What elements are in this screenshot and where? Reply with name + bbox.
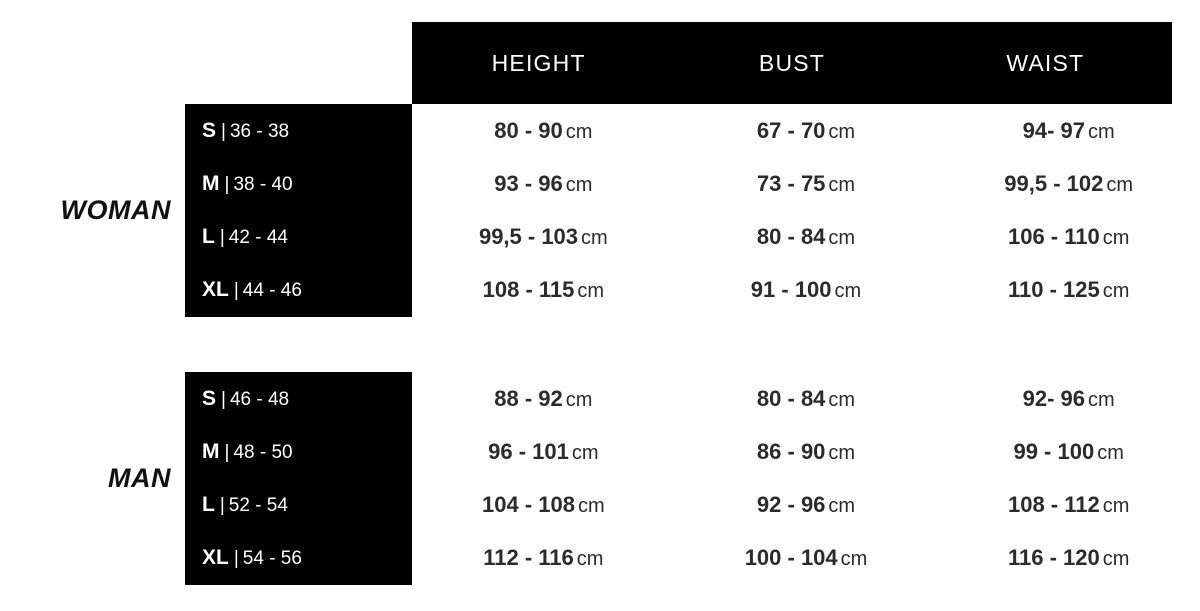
column-header-bust: BUST [758, 49, 826, 76]
column-header-waist: WAIST [1006, 49, 1085, 76]
height-cell [412, 492, 675, 518]
size-label: M [202, 171, 220, 195]
size-cell [185, 172, 412, 196]
size-divider: | [219, 227, 225, 249]
waist-value: 106 - 110 [1007, 224, 1100, 250]
size-cell [185, 440, 412, 464]
waist-value: 94- 97 [1022, 117, 1086, 143]
size-eu: 54 - 56 [242, 548, 302, 570]
bust-cell [675, 439, 938, 465]
height-value: 104 - 108 [482, 492, 575, 518]
height-value: 93 - 96 [494, 170, 563, 196]
table-row [185, 211, 1200, 264]
bust-cell [675, 224, 938, 250]
unit-label: cm [828, 388, 856, 411]
height-value: 80 - 90 [494, 117, 563, 143]
bust-value: 73 - 75 [756, 170, 826, 196]
bust-cell [675, 386, 938, 412]
unit-label: cm [576, 548, 604, 571]
waist-value: 110 - 125 [1007, 277, 1100, 303]
group-label-woman-text: WOMAN [60, 195, 171, 225]
size-eu: 44 - 46 [242, 280, 302, 302]
table-row [185, 264, 1200, 317]
size-group-woman [0, 104, 1200, 317]
size-divider: | [221, 388, 226, 410]
table-row [185, 104, 1200, 157]
height-value: 108 - 115 [482, 277, 575, 303]
size-divider: | [233, 548, 239, 570]
bust-value: 80 - 84 [756, 385, 826, 411]
waist-cell [937, 171, 1200, 197]
height-cell [412, 439, 675, 465]
waist-value: 99 - 100 [1013, 438, 1095, 464]
height-value: 99,5 - 103 [478, 224, 579, 250]
bust-cell [675, 492, 938, 518]
size-cell [185, 387, 412, 411]
table-row [185, 425, 1200, 478]
table-row [185, 157, 1200, 210]
table-body-woman [185, 104, 1200, 317]
size-eu: 36 - 38 [229, 120, 290, 142]
size-label: L [202, 225, 215, 249]
height-cell [412, 171, 675, 197]
size-cell [185, 278, 412, 302]
size-label: L [202, 493, 215, 517]
group-label-woman [0, 104, 185, 317]
size-label: M [202, 439, 220, 463]
height-cell [412, 118, 675, 144]
size-cell [185, 119, 412, 143]
height-cell [412, 224, 675, 250]
bust-value: 92 - 96 [756, 492, 826, 518]
size-label: XL [202, 546, 229, 570]
table-header-row [412, 22, 1172, 104]
unit-label: cm [1102, 548, 1130, 571]
bust-value: 67 - 70 [756, 117, 826, 143]
size-divider: | [224, 173, 230, 195]
size-label: S [202, 118, 217, 142]
size-cell [185, 493, 412, 517]
unit-label: cm [1088, 388, 1115, 411]
height-cell [412, 545, 675, 571]
size-eu: 42 - 44 [228, 227, 288, 249]
table-body-man [185, 372, 1200, 585]
unit-label: cm [565, 120, 593, 143]
unit-label: cm [828, 173, 856, 196]
unit-label: cm [581, 227, 608, 250]
unit-label: cm [828, 441, 856, 464]
height-value: 96 - 101 [488, 438, 569, 464]
size-label: S [202, 386, 217, 410]
unit-label: cm [1097, 441, 1124, 464]
table-row [185, 372, 1200, 425]
waist-cell [937, 439, 1200, 465]
unit-label: cm [1088, 120, 1115, 143]
waist-value: 92- 96 [1022, 385, 1086, 411]
unit-label: cm [828, 227, 856, 250]
waist-value: 99,5 - 102 [1004, 170, 1104, 196]
waist-cell [937, 277, 1200, 303]
size-divider: | [219, 495, 225, 517]
bust-value: 91 - 100 [750, 277, 832, 303]
size-eu: 46 - 48 [229, 388, 290, 410]
waist-cell [937, 492, 1200, 518]
size-label: XL [202, 278, 229, 302]
size-divider: | [221, 120, 226, 142]
waist-cell [937, 386, 1200, 412]
unit-label: cm [565, 388, 593, 411]
bust-cell [675, 545, 938, 571]
unit-label: cm [1102, 227, 1130, 250]
waist-value: 116 - 120 [1007, 545, 1100, 571]
unit-label: cm [828, 495, 856, 518]
size-group-man [0, 372, 1200, 585]
unit-label: cm [1106, 173, 1134, 196]
height-value: 112 - 116 [483, 545, 574, 571]
group-label-man-text: MAN [108, 463, 171, 493]
size-eu: 48 - 50 [233, 441, 293, 463]
size-divider: | [233, 280, 239, 302]
bust-value: 100 - 104 [744, 545, 838, 571]
size-eu: 52 - 54 [228, 495, 288, 517]
size-cell [185, 546, 412, 570]
unit-label: cm [1102, 495, 1130, 518]
column-header-height: HEIGHT [491, 49, 586, 76]
unit-label: cm [840, 548, 868, 571]
table-row [185, 479, 1200, 532]
size-eu: 38 - 40 [233, 173, 293, 195]
unit-label: cm [565, 173, 593, 196]
unit-label: cm [1102, 280, 1130, 303]
size-divider: | [224, 441, 230, 463]
waist-cell [937, 118, 1200, 144]
table-row [185, 532, 1200, 585]
unit-label: cm [828, 120, 856, 143]
bust-cell [675, 277, 938, 303]
unit-label: cm [577, 495, 605, 518]
waist-value: 108 - 112 [1007, 492, 1100, 518]
bust-cell [675, 118, 938, 144]
size-cell [185, 225, 412, 249]
bust-value: 80 - 84 [756, 224, 826, 250]
unit-label: cm [571, 441, 599, 464]
unit-label: cm [577, 280, 605, 303]
height-cell [412, 386, 675, 412]
height-cell [412, 277, 675, 303]
bust-cell [675, 171, 938, 197]
group-label-man [0, 372, 185, 585]
height-value: 88 - 92 [494, 385, 563, 411]
waist-cell [937, 545, 1200, 571]
bust-value: 86 - 90 [756, 438, 826, 464]
unit-label: cm [834, 280, 862, 303]
waist-cell [937, 224, 1200, 250]
